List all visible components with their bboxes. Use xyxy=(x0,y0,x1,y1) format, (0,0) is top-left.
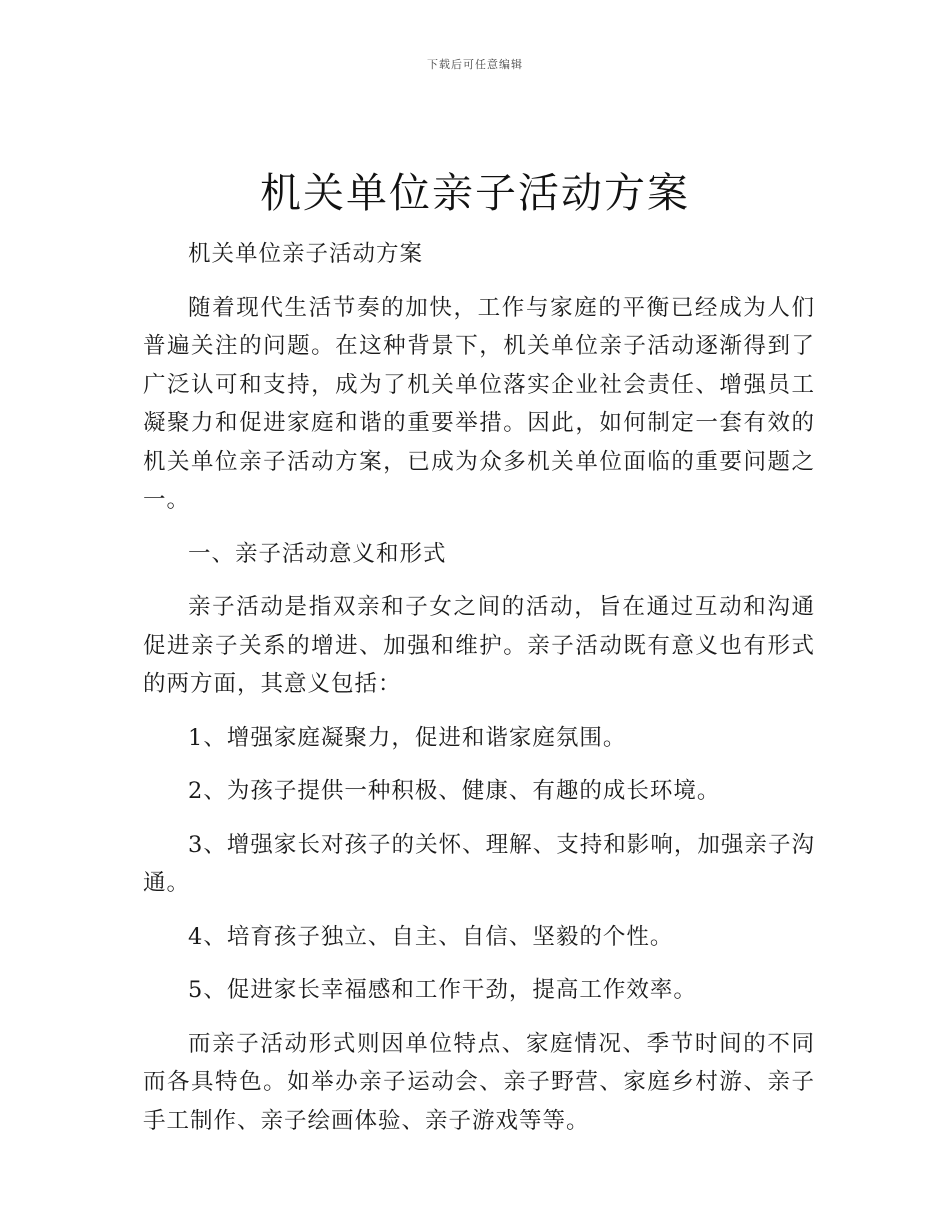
list-item-3: 3、增强家长对孩子的关怀、理解、支持和影响，加强亲子沟通。 xyxy=(143,831,815,896)
paragraph-forms: 而亲子活动形式则因单位特点、家庭情况、季节时间的不同而各具特色。如举办亲子运动会、亲子野营、家庭乡村游、亲子手工制作、亲子绘画体验、亲子游戏等等。 xyxy=(143,1030,815,1134)
paragraph-intro: 随着现代生活节奏的加快，工作与家庭的平衡已经成为人们普遍关注的问题。在这种背景下，机关单位亲子活动逐渐得到了广泛认可和支持，成为了机关单位落实企业社会责任、增强员工凝聚力和促进家庭和谐的重要举措。因此，如何制定一套有效的机关单位亲子活动方案，已成为众多机关单位面临的重要问题之一。 xyxy=(143,294,815,513)
list-item-4: 4、培育孩子独立、自主、自信、坚毅的个性。 xyxy=(188,923,674,950)
list-item-2: 2、为孩子提供一种积极、健康、有趣的成长环境。 xyxy=(188,778,721,804)
header-note: 下载后可任意编辑 xyxy=(427,58,523,71)
list-item-5: 5、促进家长幸福感和工作干劲，提高工作效率。 xyxy=(188,977,697,1003)
document-body xyxy=(143,235,815,1155)
section-heading: 一、亲子活动意义和形式 xyxy=(188,540,447,567)
paragraph-subtitle: 机关单位亲子活动方案 xyxy=(188,241,424,267)
paragraph-definition: 亲子活动是指双亲和子女之间的活动，旨在通过互动和沟通促进亲子关系的增进、加强和维护。亲子活动既有意义也有形式的两方面，其意义包括： xyxy=(143,594,815,697)
document-title: 机关单位亲子活动方案 xyxy=(260,169,690,217)
list-item-1: 1、增强家庭凝聚力，促进和谐家庭氛围。 xyxy=(188,724,627,751)
